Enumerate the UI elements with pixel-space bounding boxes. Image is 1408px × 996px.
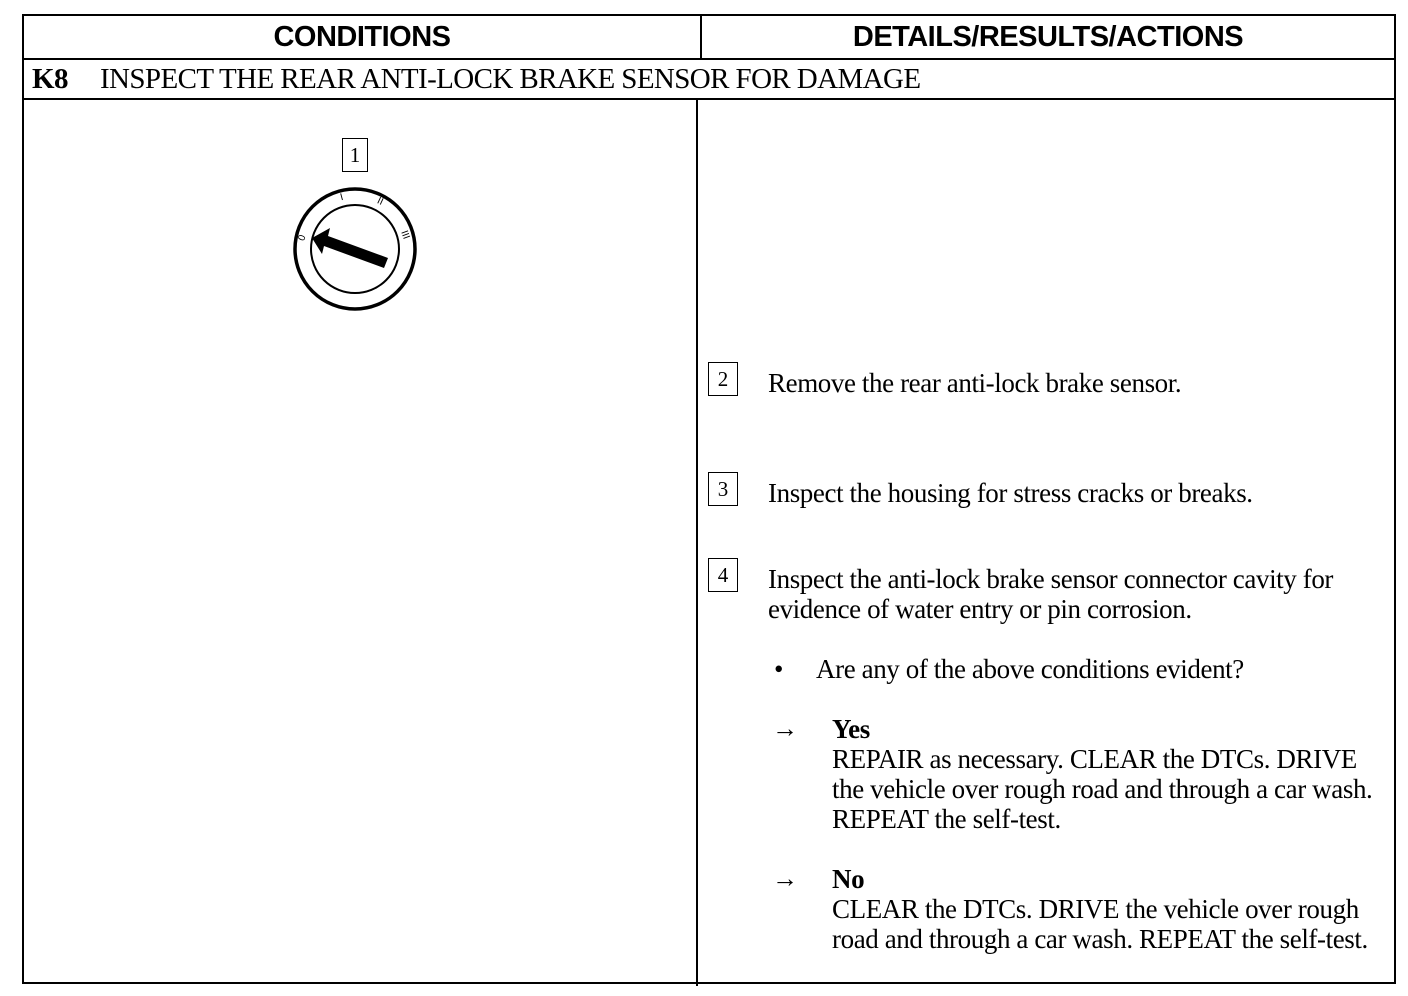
action-number-box: 4	[708, 558, 738, 592]
action-text: Remove the rear anti-lock brake sensor.	[768, 368, 1182, 398]
column-divider-body	[696, 100, 698, 986]
question-text: Are any of the above conditions evident?	[816, 654, 1244, 684]
ignition-position-3: III	[398, 229, 412, 241]
result-label: No	[832, 864, 865, 894]
diagnostic-table	[22, 14, 1396, 984]
ignition-position-2: II	[375, 195, 385, 208]
step-title: INSPECT THE REAR ANTI-LOCK BRAKE SENSOR FOR DAMAGE	[100, 62, 921, 95]
ignition-position-0: 0	[296, 233, 309, 243]
result-no	[832, 864, 1392, 954]
step-title-row	[24, 60, 1394, 98]
action-number-box: 3	[708, 472, 738, 506]
result-label: Yes	[832, 714, 870, 744]
ignition-position-1: I	[339, 191, 345, 204]
figure-number-box: 1	[342, 138, 368, 172]
arrow-right-icon: →	[772, 864, 798, 893]
conditions-header: CONDITIONS	[273, 20, 451, 53]
ignition-switch-off-icon	[290, 184, 420, 314]
result-text: CLEAR the DTCs. DRIVE the vehicle over rough road and through a car wash. REPEAT the self-test.	[832, 894, 1368, 954]
details-header: DETAILS/RESULTS/ACTIONS	[852, 20, 1244, 53]
result-yes	[832, 714, 1392, 834]
bullet-icon: •	[774, 654, 784, 684]
arrow-right-icon: →	[772, 714, 798, 743]
action-number-box: 2	[708, 362, 738, 396]
step-code: K8	[32, 62, 68, 95]
step-divider	[24, 98, 1394, 100]
action-text: Inspect the anti-lock brake sensor connector cavity for evidence of water entry or pin corrosion.	[768, 564, 1334, 624]
action-text: Inspect the housing for stress cracks or breaks.	[768, 478, 1253, 508]
result-text: REPAIR as necessary. CLEAR the DTCs. DRIVE the vehicle over rough road and through a car wash. REPEAT the self-test.	[832, 744, 1373, 834]
